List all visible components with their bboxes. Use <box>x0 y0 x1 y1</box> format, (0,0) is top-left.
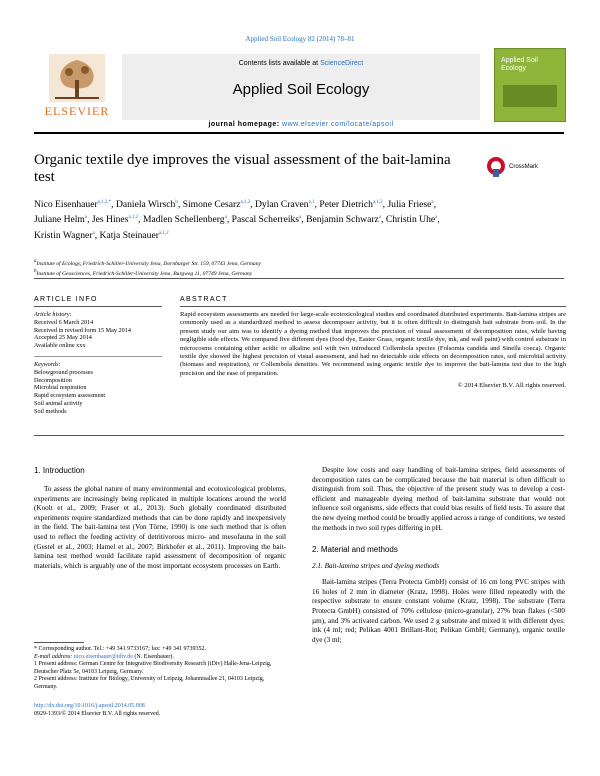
accepted-date: Accepted 25 May 2014 <box>34 334 92 342</box>
author-name: Juliane Helm$^a$, <box>34 214 92 226</box>
keywords-label: Keywords: <box>34 360 61 368</box>
article-info <box>34 296 162 416</box>
issn-line: 0929-1393/© 2014 Elsevier B.V. All rights reserved. <box>34 710 161 717</box>
footnote-rule <box>34 642 84 643</box>
abstract-rule <box>180 306 566 307</box>
homepage-link[interactable]: www.elsevier.com/locate/apsoil <box>282 121 394 128</box>
author-name: Daniela Wirsch$^b$, <box>115 199 183 211</box>
crossmark-badge[interactable] <box>486 153 546 181</box>
author-name: Katja Steinauer$^{a,1,2}$ <box>99 229 169 241</box>
corresponding-author: * Corresponding author. Tel.: +49 341 9733167; fax: +49 341 9739352. <box>34 646 207 652</box>
contents-prefix: Contents lists available at <box>238 60 321 67</box>
online-date: Available online xxx <box>34 342 86 350</box>
doi-block <box>34 703 286 718</box>
author-name: Peter Dietrich$^{a,1,2}$, <box>319 199 388 211</box>
author-name: Jes Hines$^{a,1,2}$, <box>91 214 143 226</box>
affiliations <box>34 258 534 278</box>
keyword-item: Decomposition <box>34 376 72 384</box>
intro-paragraph-2: Despite low costs and easy handling of bait-lamina stripes, field assessments of decomposition rates can be complicated because the bait material is often difficult to distinguish from soil. Thus, the objective of the present study was to develop a cost-efficient and manageable dyeing method of bait-lamina substrate that would not influence soil organisms, side effects that could bias results of field tests. To assure that the new dyeing method could be broadly applied across a range of conditions, we tested the methods in two soil types differing in pH. <box>312 466 565 532</box>
abstract-text: Rapid ecosystem assessments are needed for large-scale ecotoxicological studies and coordinated distributed experiments. Bait-lamina stripes are commonly used as a standardized method to assess decomposer activity, but it is often difficult to distinguish bait substrate from soil. In the present study our aim was to identify a dyeing method that improves the precision of visual assessment of decomposition rates, while having negligible side effects. We compared five different dyes (food dye, Easter Grass, organic textile dye, ink, and wall paint) with control substrate in microcosms containing either acidic or alkaline soil with two introduced Collembola species (Folsomia candida and Sinella coeca). Organic textile dye showed the highest precision of visual assessment, and had no detectable side effects on decomposition rates, soil microbial activity (biomass and respiration), or Collembola densities. We recommend using organic textile dye to improve the bait-lamina test due to the high precision and the ease of preparation. <box>180 311 566 377</box>
methods-heading: 2. Material and methods <box>312 545 398 555</box>
doi-link[interactable]: http://dx.doi.org/10.1016/j.apsoil.2014.05.008 <box>34 703 145 709</box>
author-name: Nico Eisenhauer$^{a,1,2,*}$, <box>34 199 116 211</box>
journal-citation: Applied Soil Ecology 82 (2014) 78–81 <box>245 35 355 43</box>
affiliation-rule <box>34 278 564 279</box>
journal-cover <box>494 48 566 122</box>
article-title: Organic textile dye improves the visual assessment of the bait-lamina test <box>34 152 451 185</box>
keywords-rule <box>34 356 162 357</box>
methods-subheading: 2.1. Bait-lamina stripes and dyeing methods <box>312 562 440 571</box>
article-info-heading: ARTICLE INFO <box>34 296 98 303</box>
footnote-1: 1 Present address: German Centre for Integrative Biodiversity Research (iDiv) Halle-Jena-Leipzig, Deutscher Platz 5e, 04103 Leipzig, Germany. <box>34 661 272 675</box>
author-name: Pascal Scherreiks$^a$, <box>231 214 307 226</box>
keyword-item: Belowground processes <box>34 368 93 376</box>
elsevier-logo <box>34 54 120 120</box>
keyword-item: Soil animal activity <box>34 399 83 407</box>
abstract <box>180 296 566 391</box>
abstract-copyright: © 2014 Elsevier B.V. All rights reserved. <box>457 382 566 390</box>
crossmark-icon <box>486 156 506 178</box>
journal-homepage <box>122 121 480 128</box>
intro-paragraph: To assess the global nature of many environmental and ecotoxicological problems, experiments are increasingly being replicated in multiple locations around the world (Koolt et al., 2009; Fraser et al., 2013). Such globally coordinated distributed experiments require standardized methods that can be done rapidly and inexpensively in the field. The bait-lamina test (Von Törne, 1990) is one such method that is often used to reflect the feeding activity of detritivorous micro- and mesofauna in the soil (Gestel et al., 2003; Hamel et al., 2007; Birkhofer et al., 2011). Improving the bait-lamina test method would facilitate rapid assessment of decomposition of organic materials, which is arguably one of the most important ecosystem processes on Earth. <box>34 485 286 570</box>
homepage-label: journal homepage: <box>208 121 280 128</box>
publisher-name: ELSEVIER <box>44 104 110 118</box>
cover-image <box>503 85 557 107</box>
crossmark-label: CrossMark <box>509 164 539 170</box>
methods-paragraph: Bait-lamina stripes (Terra Protecta GmbH) consist of 16 cm long PVC stripes with 16 holes of 2 mm in diameter (Kratz, 1998). Holes were filled repeatedly with the respective substrate to ensure constant volume (Kratz, 1998). The substrate (Terra Protecta GmbH) consisted of 70% cellulose (micro-granular), 27% bran flakes (<500 µm), and 3% activated carbon. We used 2 g substrate and mixed it with different dyes: ink (4 ml; red; Pelikan 4001 Brillant-Rot; Pelikan GmbH; Germany), organic textile dye (3 ml; <box>312 578 565 644</box>
journal-name: Applied Soil Ecology <box>232 81 370 98</box>
keyword-item: Rapid ecosystem assessment <box>34 392 106 400</box>
author-name: Benjamin Schwarz$^a$, <box>306 214 386 226</box>
article-info-rule <box>34 306 162 307</box>
journal-header-box <box>122 54 480 120</box>
footnotes <box>34 646 286 692</box>
keyword-item: Microbial respiration <box>34 384 87 392</box>
left-column <box>34 466 286 571</box>
revised-date: Received in revised form 15 May 2014 <box>34 326 131 334</box>
email-line: E-mail address: nico.eisenhauer@idiv.de (N. Eisenhauer). <box>34 653 174 660</box>
cover-title: Applied Soil Ecology <box>501 57 538 72</box>
abstract-heading: ABSTRACT <box>180 296 228 303</box>
body-rule <box>34 435 564 436</box>
header-rule <box>34 132 564 134</box>
author-name: Julia Friese$^a$, <box>387 199 437 211</box>
author-name: Kristin Wagner$^a$, <box>34 229 98 241</box>
contents-line <box>122 60 480 67</box>
author-list <box>34 196 474 242</box>
footnote-2: 2 Present address: Institute for Biology, University of Leipzig, Johannisallee 21, 04103 Leipzig, Germany. <box>34 676 265 690</box>
affiliation-a: aInstitute of Ecology, Friedrich-Schiller-University Jena, Dornburger Str. 159, 07743 Jena, Germany <box>34 259 261 267</box>
elsevier-tree-icon <box>49 54 105 102</box>
received-date: Received 6 March 2014 <box>34 318 94 326</box>
right-column <box>312 466 565 645</box>
email-link[interactable]: nico.eisenhauer@idiv.de <box>73 653 133 660</box>
author-name: Christin Uhe$^a$, <box>385 214 440 226</box>
author-name: Madlen Schellenberg$^a$, <box>142 214 230 226</box>
sciencedirect-link[interactable]: ScienceDirect <box>320 60 364 67</box>
author-name: Simone Cesarz$^{a,1,2}$, <box>182 199 255 211</box>
affiliation-b: bInstitute of Geosciences, Friedrich-Schiller-University Jena, Burgweg 11, 07749 Jena, Germany <box>34 268 253 277</box>
keyword-item: Soil methods <box>34 407 67 415</box>
intro-heading: 1. Introduction <box>34 466 85 475</box>
history-label: Article history: <box>34 311 72 318</box>
author-name: Dylan Craven$^{a,1}$, <box>255 199 317 211</box>
